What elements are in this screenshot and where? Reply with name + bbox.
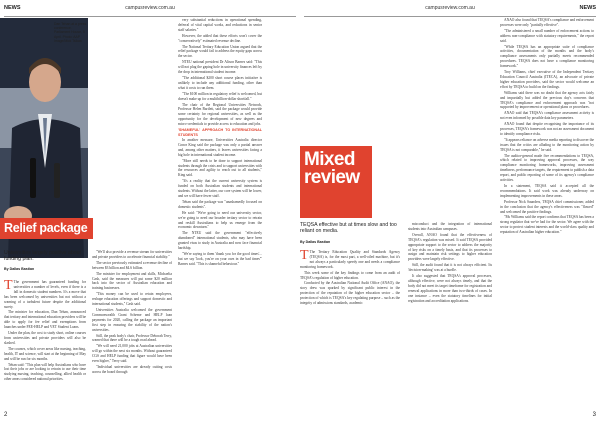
paragraph: Tehan said the package was "unashamedly focused on domestic students". <box>178 199 262 209</box>
left-column-1 <box>4 280 86 406</box>
drop-cap: T <box>4 280 13 293</box>
left-column-3 <box>178 18 262 410</box>
paragraph: In a statement, TEQSA said it accepted all the recommendations. It said work was already underway on implementing improvements in these areas. <box>500 184 594 198</box>
paragraph: Under the plan, the cost to study short, online courses from universities and private providers will also be slashed. <box>4 331 86 345</box>
paragraph: The sector previously estimated a revenue decline of between $3 billion and $4.6 billion. <box>92 260 172 270</box>
paragraph: "We're saying to them 'thank you for the good times'... but we say 'look, you're on your own in the bad times'" Barnes said. "This is shameful behaviour." <box>178 251 262 266</box>
paragraph: ANAO said that TEQSA's compliance assessment activity is not even informed by possible data key parameters. <box>500 111 594 121</box>
paragraph: Williams said there was no doubt that the agency acts fairly and impartially but added the previous day's concerns that TEQSA's compliance and enforcement approach was "not supported by improvement or operational plans or procedures. <box>500 90 594 110</box>
standfirst: Universities largely positive about funding plan. <box>4 250 81 263</box>
paragraph: "It's a reality that the current university system is funded on both Australian students and international students. Without the latter, our core system will be lower, and we will have fewer staff. <box>178 179 262 198</box>
paragraph: However, the added that these efforts won't cover the "conservatively" estimated revenue decline. <box>178 33 262 43</box>
paragraph: The minister for education, Dan Tehan, announced that tertiary and international education providers will be able to apply for fee relief and exemptions from launches under FEE-HELP and VET Student Loans. <box>4 310 86 330</box>
paragraph: The Tertiary Education Quality and Standards Agency (TEQSA) is, for the most part, a well-oiled machine, but it's not always a particularly speedy one and needs a compliance monitoring framework. <box>300 250 400 269</box>
paragraph: ANAO found that despite recognising the importance of its processes, TEQSA's framework was not an assessment document to identify compliance risks. <box>500 122 594 136</box>
paragraph: "While TEQSA has an appropriate suite of compliance activities, documentation of the months and the body's compliance assessments only partially meets recommended procedures. TEQSA does not have a compliance monitoring framework." <box>500 44 594 69</box>
paragraph: The chair of the Regional Universities Network, Professor Helen Bartlett, said the package would provide some certainty for regional universities, as well as the opportunity for the development of new degrees and micro-credentials to provide access to education and jobs. <box>178 102 262 127</box>
paragraph: Still, the audit found that it is not always efficient. Its 'decision-making' was at a hurdle. <box>408 263 492 273</box>
paragraph: "It appears reliance on adverse media reporting to discover the issues that the critics are alluding to the monitoring action by TEQSA is not comparable," he said. <box>500 137 594 152</box>
right-column-2 <box>408 222 492 408</box>
left-column-2 <box>92 250 172 410</box>
header-rule <box>304 16 596 17</box>
paragraph: The courses, which cover areas like nursing, teaching, health, IT and science, will start at the beginning of May and will be run for six months. <box>4 346 86 361</box>
paragraph: "Individual universities are already cutting costs across the board through <box>92 364 172 374</box>
paragraph: The NTEU said the government "effectively abandoned" international students, who may have been granted visas to study in Australia and now face financial hardship. <box>178 231 262 251</box>
drop-cap: T <box>300 250 309 263</box>
paragraph: Troy Williams, chief executive of the Independent Tertiary Education Council Australia (ITECA), an advocate of private higher education providers, said the sector would welcome an effort by TEQSA to build on the findings. <box>500 70 594 89</box>
paragraph: Overall, ANAO found that the effectiveness of TEQSA's regulation was mixed. It said TEQSA provided appropriate support to the sector to address the majority of key risks on a timely basis, and that its processes to assign and maintain risk settings to higher education providers were largely effective. <box>408 232 492 262</box>
paragraph: It also suggested that TEQSA's approval processes, although effective, were not always timely, and that the body did not meet its target timeframe for registration and renewal applications in more than two-thirds of cases. In one instance – even the statutory timelines for initial registration and accreditation applications. <box>408 274 492 303</box>
paragraph: ANAO also found that TEQSA's compliance and enforcement processes were only "partially effective". <box>500 18 594 27</box>
right-page <box>300 0 600 424</box>
paragraph: "We'll also provide a revenue stream for universities and private providers to accelerate financial stability." <box>92 250 172 259</box>
left-header <box>4 5 296 15</box>
column-subhead: 'SHAMEFUL' APPROACH TO INTERNATIONAL STUDENTS <box>178 128 262 137</box>
right-header <box>304 5 596 15</box>
paragraph: In another measure, Universities Australia director Conor King said the package was only a partial answer and, among other matters, it leaves universities facing a big hole in international student income. <box>178 138 262 157</box>
page-number: 3 <box>592 412 596 418</box>
paragraph: "This money can be used to retain employees, reshape education offerings and support domestic and international students," Cash said. <box>92 292 172 307</box>
paragraph: Professor Nick Saunders, TEQSA chief commissioner, added in the conclusion that the agency's effectiveness was "flawed" and welcomed the positive findings. <box>500 199 594 214</box>
paragraph: NTEU national president Dr Alison Barnes said: "This will not plug the gaping hole in university finances left by the drop in international student income. <box>178 60 262 75</box>
site-url: campusreview.com.au <box>425 5 475 11</box>
paragraph: "The $100 million in regulatory relief is welcomed, but doesn't make up for a multibillion-dollar shortfall." <box>178 91 262 101</box>
article-headline: Relief package <box>0 218 93 239</box>
section-label: NEWS <box>579 5 596 11</box>
paragraph: "The administered a small number of enforcement actions to address non-compliance with statutory requirements," the report said. <box>500 28 594 43</box>
paragraph: The auditor-general made five recommendations to TEQSA, which related to improving approval processes, the way compliance monitoring frameworks, improving assessment timeliness, performance targets, the requirement to publish a data report, and public reporting of some of its agency's compliance activities. <box>500 153 594 183</box>
paragraph: Still, the peak body's chair, Professor Deborah Terry, warned that there will be a tough road ahead. <box>92 333 172 343</box>
paragraph: Conducted by the Australian National Audit Office (ANAO), the story drew was sparked by significant public interest in the protection of the reputation of the higher education sector – the protection of which is TEQSA's key regulating purpose – such as the integrity of admissions standards, academic <box>300 281 400 306</box>
paragraph: "More still needs to be done to support international students through the crisis and to support universities with the resources and agility to reach out to all students," King said. <box>178 158 262 178</box>
paragraph: This week some of the key findings to come from an audit of TEQSA's regulation of higher education. <box>300 270 400 280</box>
byline: By Dallas Bastian <box>300 240 331 244</box>
paragraph: "The additional $200 short course places initiative is unlikely to include any additional funding, other than what it costs to run them. <box>178 75 262 90</box>
byline: By Dallas Bastian <box>4 267 35 271</box>
paragraph: "We will need 21,000 jobs at Australian universities will go within the next six months. Without guaranteed CGS and HELP funding that figure would have been even higher," Terry said. <box>92 344 172 364</box>
page-number: 2 <box>4 412 8 418</box>
right-column-1 <box>300 250 400 408</box>
paragraph: The National Tertiary Education Union argued that the relief package would fail to address the equity gaps across the sector. <box>178 44 262 59</box>
paragraph: He said: "We're going to need our university sector, we're going to need our broader tertiary sector to retrain and reskill Australians to help us emerge from the economic downturn." <box>178 210 262 230</box>
paragraph: very substantial reductions in operational spending, deferral of vital capital works, and reductions in senior staff salaries." <box>178 18 262 32</box>
paragraph: "Ms Williams said the report confirms that TEQSA has been a strong regulator that we've had for the sector. We agree with the sector to protect student interests and the world-class quality and reputation of Australian higher education." <box>500 215 594 235</box>
paragraph: The minister for employment and skills, Michaelia Cash, said the measures will put some $20 million back into the sector of Australian education and training businesses. <box>92 271 172 291</box>
paragraph: misconduct and the integration of international students into Australian campuses. <box>408 222 492 231</box>
right-column-3 <box>500 18 594 410</box>
standfirst: TEQSA effective but at times slow and too reliant on media. <box>300 222 397 235</box>
site-url: campusreview.com.au <box>125 5 175 11</box>
section-label: NEWS <box>4 5 21 11</box>
paragraph: Tehan said: "This plan will help Australians who have lost their jobs or are looking to retrain to use their time studying nursing, teaching, counselling, allied health or other areas considered national priorities. <box>4 362 86 382</box>
photo-caption: Dan Tehan at a press conference. Parliament House, 5 April. Photo: AAP Image/Mick Tsikas <box>54 22 87 43</box>
paragraph: The government has guaranteed funding for universities a number of levels, even if there is a fall in domestic student numbers. It's a move that has been welcomed by universities but not without a warning of a turbulent future despite the additional surety. <box>4 280 86 309</box>
paragraph: Universities Australia welcomed the government Commonwealth Grant Scheme and HELP loan payments for 2020, calling the package an important first step in ensuring the stability of the nation's universities. <box>92 307 172 332</box>
article-headline: Mixed review <box>300 146 372 218</box>
header-rule <box>4 16 296 17</box>
